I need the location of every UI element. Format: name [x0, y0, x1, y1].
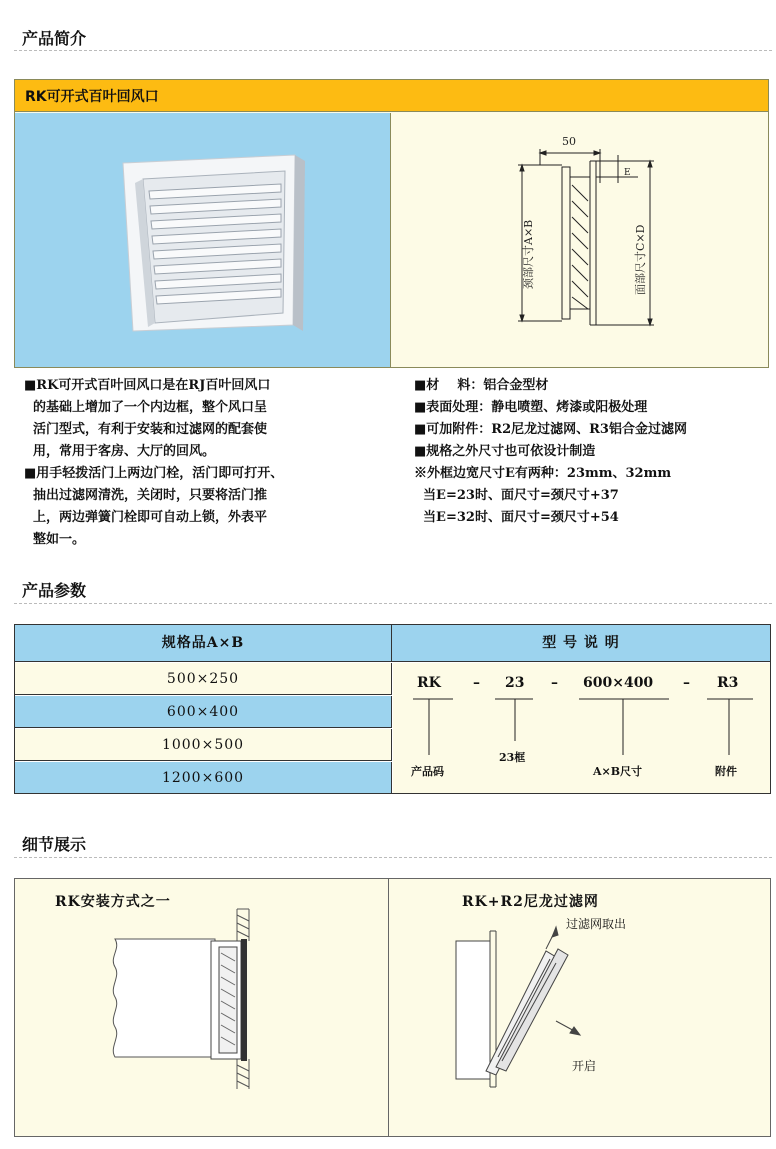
section-drawing: [392, 113, 768, 367]
spec-line: 当E=32时、面尺寸=颈尺寸+54: [414, 510, 619, 525]
model-label-frame: 23框: [499, 751, 526, 764]
product-title-bar: [15, 80, 768, 112]
spec-row: 500×250: [15, 663, 392, 695]
face-dimension-label: 面部尺寸C×D: [634, 224, 647, 295]
spec-row: 1200×600: [15, 762, 392, 793]
description-right: [414, 375, 687, 529]
grille-photo-illustration: [15, 113, 391, 367]
installation-illustration: [15, 879, 389, 1136]
technical-drawing: [392, 113, 768, 367]
description-line: 活门型式，有利于安装和过滤网的配套使: [24, 422, 268, 437]
model-separator: –: [473, 675, 480, 691]
model-label-size: A×B尺寸: [593, 765, 643, 778]
spec-row: 600×400: [15, 696, 392, 728]
header-model: 型 号 说 明: [392, 625, 770, 662]
model-part-product-code: RK: [417, 675, 441, 691]
model-separator: –: [683, 675, 690, 691]
description-line: 的基础上增加了一个内边框，整个风口呈: [24, 400, 268, 415]
description-left: [24, 375, 283, 551]
parameter-table: [14, 624, 771, 794]
detail-installation: [15, 879, 389, 1136]
description-line: 上，两边弹簧门栓即可自动上锁，外表平: [24, 510, 268, 525]
description-line: 整如一。: [24, 532, 86, 547]
description-line: ■RK可开式百叶回风口是在RJ百叶回风口: [24, 378, 271, 393]
spec-row: 1000×500: [15, 729, 392, 761]
model-label-product-code: 产品码: [411, 765, 444, 778]
model-breakdown: [393, 663, 770, 793]
section-title-params: 产品参数: [22, 581, 87, 600]
product-title: RK可开式百叶回风口: [25, 89, 159, 105]
spec-line: 当E=23时、面尺寸=颈尺寸+37: [414, 488, 619, 503]
header-spec: 规格品A×B: [15, 625, 392, 662]
spec-line: ■可加附件：R2尼龙过滤网、R3铝合金过滤网: [414, 422, 687, 437]
description-line: 抽出过滤网清洗，关闭时，只要将活门推: [24, 488, 268, 503]
open-label: 开启: [572, 1059, 597, 1073]
spec-line: ※外框边宽尺寸E有两种：23mm、32mm: [414, 466, 672, 481]
description-line: 用，常用于客房、大厅的回风。: [24, 444, 216, 459]
model-part-size: 600×400: [583, 675, 654, 691]
spec-line: ■规格之外尺寸也可依设计制造: [414, 444, 596, 459]
model-lines: [393, 663, 770, 793]
section-divider: [14, 603, 772, 604]
spec-line: ■材 料：铝合金型材: [414, 378, 549, 393]
section-divider: [14, 857, 772, 858]
dim-e-label: E: [624, 168, 631, 178]
detail-box: [14, 878, 771, 1137]
description-line: ■用手轻拨活门上两边门栓，活门即可打开、: [24, 466, 284, 481]
section-title-details: 细节展示: [22, 835, 87, 854]
filter-illustration: [390, 879, 770, 1136]
detail-filter: [390, 879, 770, 1136]
detail-right-title: RK+R2尼龙过滤网: [462, 894, 599, 910]
section-title-intro: 产品简介: [22, 29, 87, 48]
dim-top-label: 50: [562, 135, 576, 148]
product-photo: [15, 113, 391, 367]
neck-dimension-label: 颈部尺寸A×B: [522, 219, 535, 289]
model-label-accessory: 附件: [715, 765, 737, 778]
model-part-accessory: R3: [717, 675, 739, 691]
section-divider: [14, 50, 772, 51]
detail-left-title: RK安装方式之一: [55, 894, 171, 910]
model-part-frame: 23: [505, 675, 525, 691]
model-separator: –: [551, 675, 558, 691]
spec-line: ■表面处理：静电喷塑、烤漆或阳极处理: [414, 400, 648, 415]
filter-out-label: 过滤网取出: [566, 917, 627, 931]
product-intro-box: [14, 79, 769, 368]
